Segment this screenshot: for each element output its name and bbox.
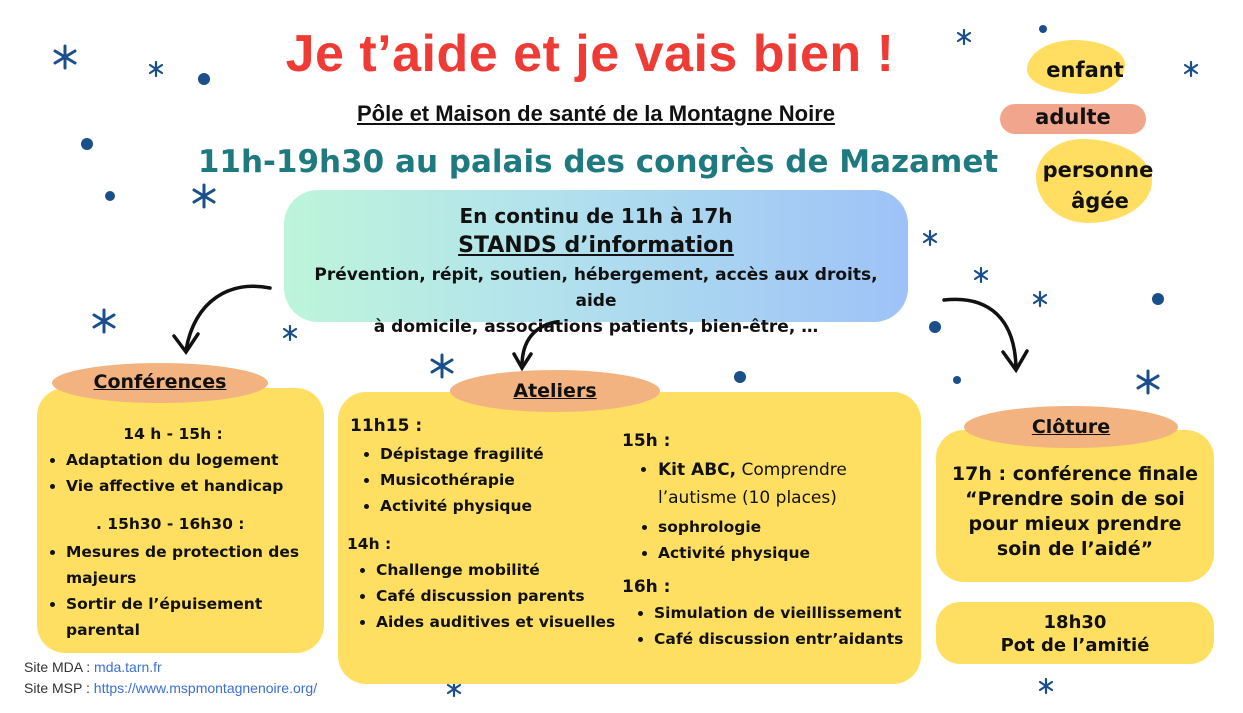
stands-description-line2: à domicile, associations patients, bien-être, … [373,317,819,337]
audience-tag-personne: personne [1042,158,1154,182]
audience-tag-agee: âgée [1071,189,1129,213]
list-item: • Vie affective et handicap [66,473,316,499]
footer-mda-label: Site MDA : [24,659,95,675]
audience-tag-enfant: enfant [1046,58,1124,82]
ateliers-slot3: 15h : [622,431,671,451]
list-item: • Café discussion entr’aidants [654,626,912,652]
footer-mda-link[interactable]: mda.tarn.fr [94,659,162,675]
stands-hours: En continu de 11h à 17h [459,204,733,228]
conferences-content [44,424,316,643]
ateliers-slot4: 16h : [622,577,671,597]
ateliers-heading-pill [450,370,660,412]
footer-mda [24,659,162,675]
ateliers-slot2: 14h : [347,535,392,553]
list-item: • Sortir de l’épuisement parental [66,591,316,643]
ateliers-slot1-list [350,441,622,519]
page-subtitle: Pôle et Maison de santé de la Montagne Noire [357,101,835,126]
ateliers-slot3-list [622,456,912,566]
cloture-text [940,462,1210,562]
ateliers-left-column [347,415,622,635]
conferences-heading: Conférences [93,371,227,393]
list-item: • Activité physique [658,540,912,566]
stands-description-line1: Prévention, répit, soutien, hébergement, accès aux droits, aide [314,265,878,311]
audience-tag-adulte: adulte [1035,105,1111,129]
conferences-slot1-list [44,447,316,499]
list-item: • sophrologie [658,514,912,540]
ateliers-slot4-list [622,600,912,652]
cloture-line1: 17h : conférence finale [951,463,1199,485]
list-item: • Adaptation du logement [66,447,316,473]
ateliers-right-column [622,430,912,652]
cloture-line4: soin de l’aidé” [996,538,1154,560]
conferences-slot2-list [44,539,316,643]
page-title: Je t’aide et je vais bien ! [285,25,895,83]
cloture-line3: pour mieux prendre [968,513,1182,535]
cloture-heading-pill [964,406,1178,448]
kit-abc-label: Kit ABC, [658,460,737,480]
pot-text [936,611,1214,657]
ateliers-slot1: 11h15 : [350,416,423,436]
list-item: • Mesures de protection des majeurs [66,539,316,591]
list-item: • Musicothérapie [380,467,622,493]
list-item: • Dépistage fragilité [380,441,622,467]
ateliers-slot2-list [350,557,622,635]
list-item: • Activité physique [380,493,622,519]
cloture-heading: Clôture [1031,416,1111,438]
list-item [658,456,912,512]
conferences-heading-pill [52,363,268,403]
pot-label: Pot de l’amitié [1000,635,1150,656]
footer-msp [24,680,317,696]
list-item: • Challenge mobilité [376,557,622,583]
conferences-slot1: 14 h - 15h : [123,425,223,443]
stands-heading: STANDS d’information [458,233,734,258]
curved-arrow-icon [186,286,270,350]
footer-msp-label: Site MSP : [24,680,94,696]
cloture-line2: “Prendre soin de soi [965,488,1185,510]
list-item: • Aides auditives et visuelles [376,609,622,635]
footer-msp-link[interactable]: https://www.mspmontagnenoire.org/ [93,680,318,696]
kit-abc-description: Comprendre l’autisme (10 places) [658,460,847,508]
pot-time: 18h30 [1043,612,1107,633]
venue-line: 11h-19h30 au palais des congrès de Mazamet [197,144,999,180]
list-item: • Simulation de vieillissement [654,600,912,626]
ateliers-heading: Ateliers [513,380,597,402]
list-item: • Café discussion parents [376,583,622,609]
conferences-slot2: . 15h30 - 16h30 : [96,515,245,533]
